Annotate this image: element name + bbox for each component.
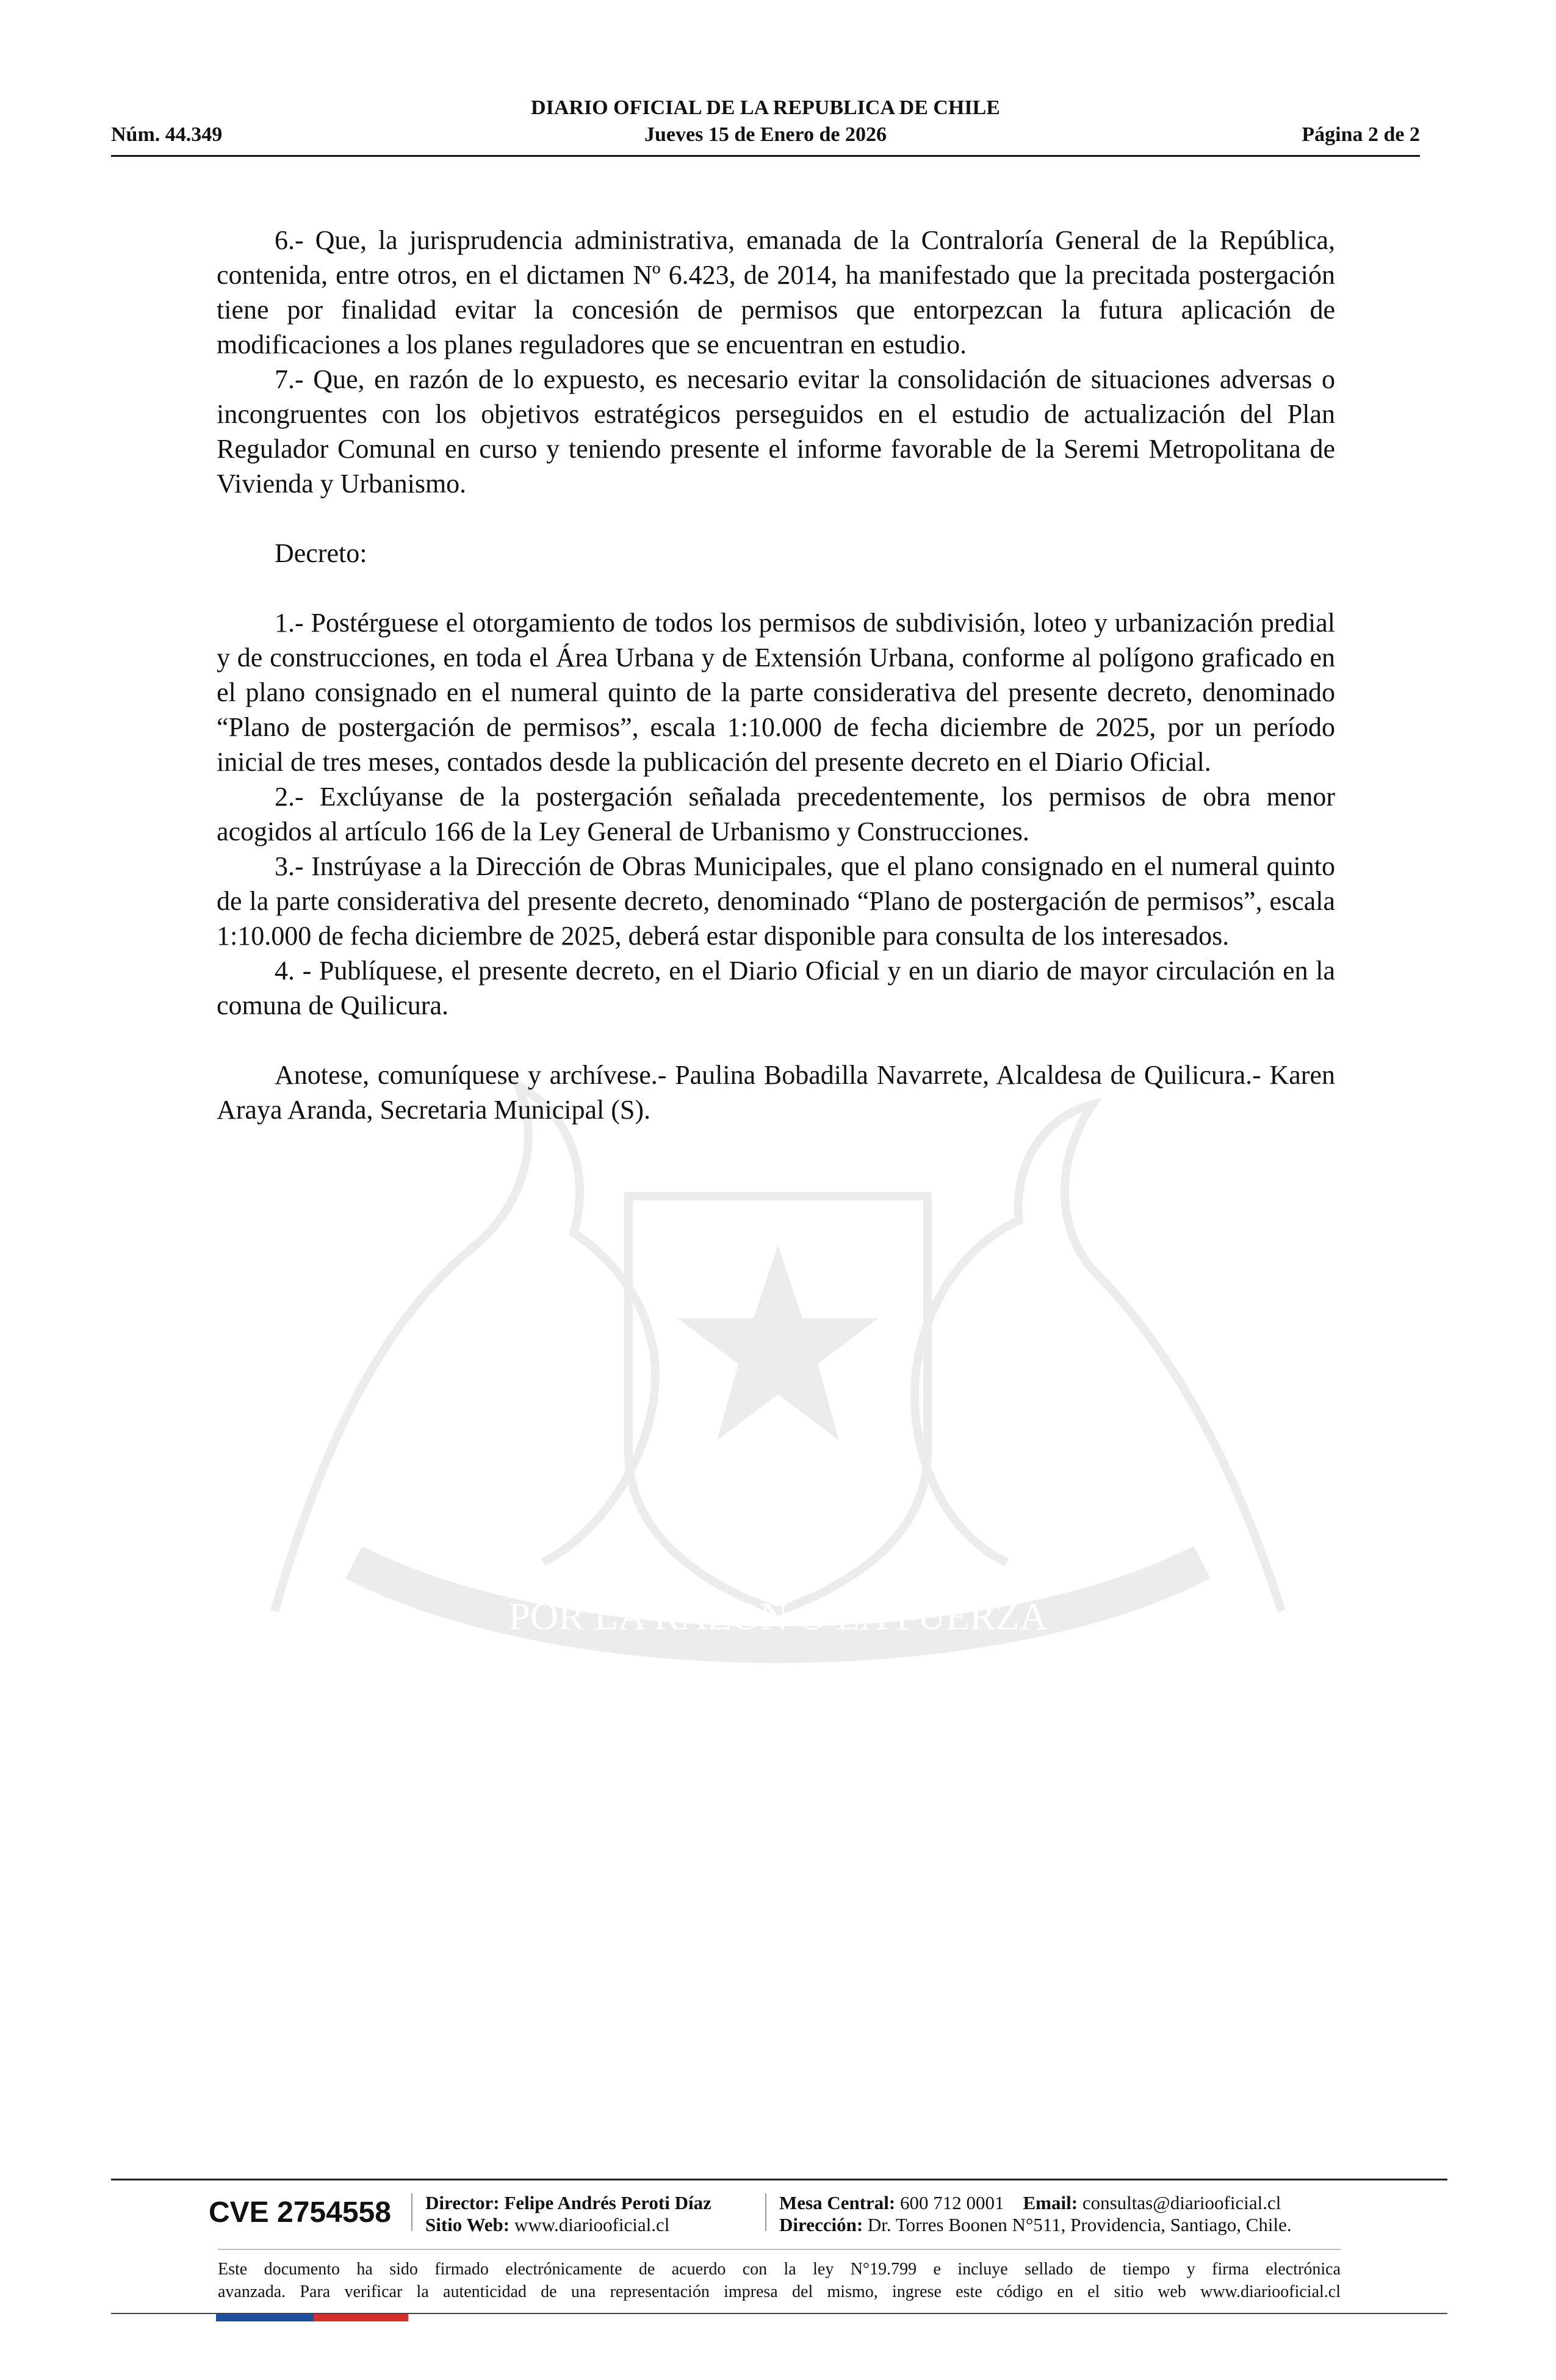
website-label: Sitio Web: — [425, 2214, 510, 2235]
footer-separator — [411, 2193, 412, 2231]
page-header — [111, 92, 1420, 157]
address-value: Dr. Torres Boonen N°511, Providencia, Santiago, Chile. — [867, 2214, 1292, 2235]
mesa-value: 600 712 0001 — [900, 2192, 1004, 2213]
flag-stripe-red — [314, 2314, 408, 2321]
huemul-outline — [275, 1086, 655, 1611]
article-2: 2.- Exclúyanse de la postergación señalada precedentemente, los permisos de obra menor acogidos al artículo 166 de la Ley General de Urbanismo y Construcciones. — [217, 782, 1335, 846]
newspaper-title: DIARIO OFICIAL DE LA REPUBLICA DE CHILE — [531, 96, 1000, 119]
article-1: 1.- Postérguese el otorgamiento de todos los permisos de subdivisión, loteo y urbanización predial y de construcciones, en toda el Área Urbana y de Extensión Urbana, conforme al polígono graficado en el plano consignado en el numeral quinto de la parte considerativa del presente decreto, denominado “Plano de postergación de permisos”, escala 1:10.000 de fecha diciembre de 2025, por un período inicial de tres meses, contados desde la publicación del presente decreto en el Diario Oficial. — [217, 608, 1335, 777]
motto-text: POR LA RAZON O LA FUERZA — [508, 1595, 1048, 1638]
paragraph-7: 7.- Que, en razón de lo expuesto, es necesario evitar la consolidación de situaciones adversas o incongruentes con los objetivos estratégicos perseguidos en el estudio de actualización del Plan Regulador Comunal en curso y teniendo presente el informe favorable de la Seremi Metropolitana de Vivienda y Urbanismo. — [217, 364, 1335, 499]
page-indicator: Página 2 de 2 — [1302, 123, 1420, 146]
director-line — [425, 2192, 711, 2214]
legal-notice-line-1: Este documento ha sido firmado electrónicamente de acuerdo con la ley N°19.799 e incluye sellado de tiempo y firma electrónica — [218, 2260, 1341, 2279]
condor-outline — [915, 1105, 1281, 1611]
legal-notice-line-2: avanzada. Para verificar la autenticidad de una representación impresa del mismo, ingrese este código en el sitio web www.diariooficial.cl — [218, 2282, 1341, 2301]
email-link[interactable]: consultas@diariooficial.cl — [1082, 2192, 1281, 2213]
cve-code: CVE 2754558 — [209, 2196, 391, 2229]
contact-line — [779, 2192, 1281, 2214]
website-line — [425, 2214, 669, 2236]
website-link[interactable]: www.diariooficial.cl — [514, 2214, 670, 2235]
article-3: 3.- Instrúyase a la Dirección de Obras Municipales, que el plano consignado en el numeral quinto de la parte considerativa del presente decreto, denominado “Plano de postergación de permisos”, escala 1:10.000 de fecha diciembre de 2025, deberá estar disponible para consulta de los interesados. — [217, 851, 1335, 951]
decree-body — [217, 223, 1335, 1127]
address-label: Dirección: — [779, 2214, 863, 2235]
mesa-label: Mesa Central: — [779, 2192, 896, 2213]
issue-date: Jueves 15 de Enero de 2026 — [644, 123, 887, 146]
header-divider — [111, 155, 1420, 157]
issue-number: Núm. 44.349 — [111, 123, 223, 146]
article-4: 4. - Publíquese, el presente decreto, en el Diario Oficial y en un diario de mayor circulación en la comuna de Quilicura. — [217, 956, 1335, 1020]
footer-separator — [765, 2193, 766, 2231]
closing-signatures: Anotese, comuníquese y archívese.- Paulina Bobadilla Navarrete, Alcaldesa de Quilicura.- Karen Araya Aranda, Secretaria Municipal (S). — [217, 1060, 1335, 1125]
paragraph-6: 6.- Que, la jurisprudencia administrativa, emanada de la Contraloría General de la República, contenida, entre otros, en el dictamen Nº 6.423, de 2014, ha manifestado que la precitada postergación tiene por finalidad evitar la concesión de permisos que entorpezcan la futura aplicación de modificaciones a los planes reguladores que se encuentran en estudio. — [217, 225, 1335, 359]
director-label: Director: — [425, 2192, 500, 2213]
decreto-heading: Decreto: — [275, 538, 367, 568]
address-line — [779, 2214, 1292, 2236]
director-value: Felipe Andrés Peroti Díaz — [504, 2192, 711, 2213]
flag-stripe-blue — [216, 2314, 314, 2321]
email-label: Email: — [1023, 2192, 1078, 2213]
footer-mid-rule — [218, 2249, 1341, 2250]
page-footer — [111, 2179, 1447, 2325]
star-icon — [677, 1245, 879, 1440]
footer-top-rule — [111, 2179, 1447, 2180]
